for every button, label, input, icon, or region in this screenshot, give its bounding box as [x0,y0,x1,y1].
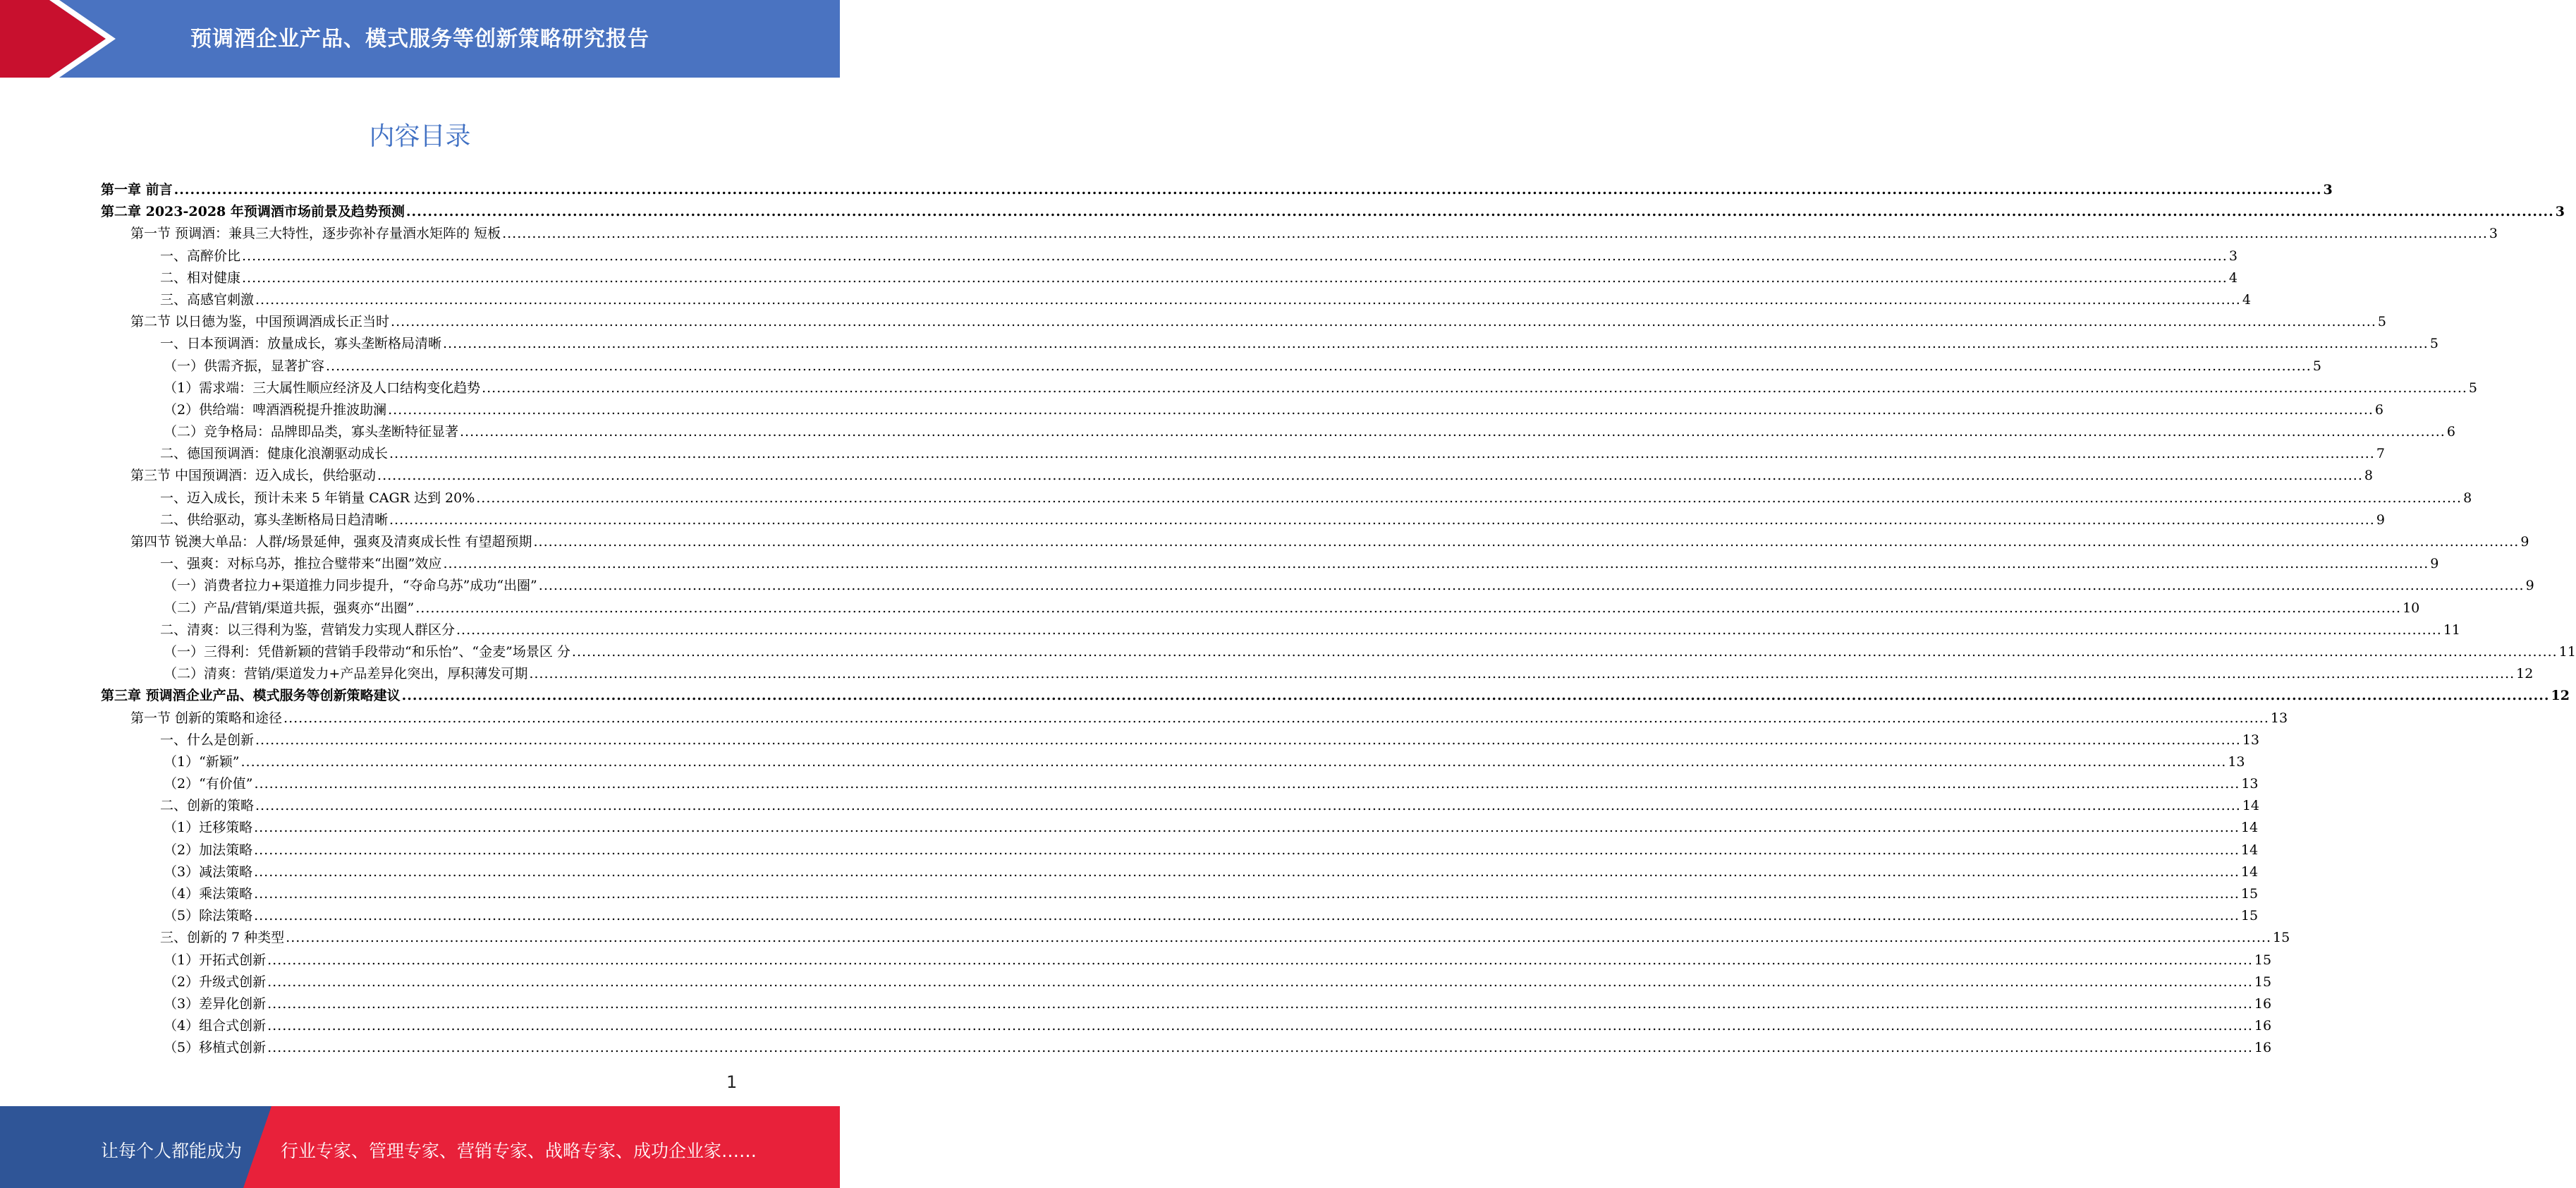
toc-entry[interactable] [101,950,2272,971]
toc-entry-title: 第三节 中国预调酒：迈入成长，供给驱动 [130,468,377,484]
toc-entry-page: 8 [2463,490,2472,506]
toc-leader-dots: ................................................................................................................................................................................................................................................................................................................................................................................................................ [254,908,2240,924]
toc-heading: 内容目录 [369,122,471,151]
toc-leader-dots: ................................................................................................................................................................................................................................................................................................................................................................................................................ [377,468,2363,484]
toc-leader-dots: ................................................................................................................................................................................................................................................................................................................................................................................................................ [389,511,2375,528]
toc-entry-title: （2）升级式创新 [164,974,267,990]
toc-entry[interactable] [101,685,2570,707]
toc-leader-dots: ................................................................................................................................................................................................................................................................................................................................................................................................................ [405,204,2554,220]
toc-entry-page: 12 [2516,666,2534,682]
toc-leader-dots: ................................................................................................................................................................................................................................................................................................................................................................................................................ [286,930,2271,946]
toc-entry-title: 二、创新的策略 [160,798,255,814]
toc-leader-dots: ................................................................................................................................................................................................................................................................................................................................................................................................................ [415,600,2402,616]
toc-entry[interactable] [101,487,2472,509]
toc-entry-page: 9 [2520,534,2529,550]
toc-entry[interactable] [101,751,2245,773]
toc-entry-title: 第二节 以日德为鉴，中国预调酒成长正当时 [130,314,390,330]
toc-entry[interactable] [101,993,2272,1015]
table-of-contents [101,179,2576,1060]
toc-entry-page: 15 [2240,886,2259,902]
toc-entry-title: （二）竞争格局：品牌即品类，寡头垄断特征显著 [164,424,459,440]
toc-leader-dots: ................................................................................................................................................................................................................................................................................................................................................................................................................ [529,666,2515,682]
toc-entry[interactable] [101,663,2534,685]
toc-entry-page: 15 [2273,930,2290,946]
toc-leader-dots: ................................................................................................................................................................................................................................................................................................................................................................................................................ [255,732,2241,748]
toc-leader-dots: ................................................................................................................................................................................................................................................................................................................................................................................................................ [254,886,2240,902]
toc-entry-page: 11 [2443,622,2461,638]
toc-leader-dots: ................................................................................................................................................................................................................................................................................................................................................................................................................ [460,424,2446,440]
toc-entry-title: 一、强爽：对标乌苏，推拉合璧带来“出圈”效应 [160,556,442,572]
toc-leader-dots: ................................................................................................................................................................................................................................................................................................................................................................................................................ [443,336,2429,352]
toc-entry-title: 第一章 前言 [101,182,173,198]
header-banner [0,0,840,78]
toc-leader-dots: ................................................................................................................................................................................................................................................................................................................................................................................................................ [443,556,2429,572]
toc-entry-page: 14 [2242,798,2260,814]
toc-entry-title: （5）除法策略 [164,908,253,924]
toc-entry-page: 9 [2376,511,2385,528]
toc-leader-dots: ................................................................................................................................................................................................................................................................................................................................................................................................................ [476,490,2462,506]
toc-entry[interactable] [101,356,2321,377]
toc-entry-page: 16 [2254,1018,2272,1034]
toc-entry-page: 8 [2364,468,2373,484]
toc-entry-page: 7 [2376,446,2385,462]
toc-leader-dots: ................................................................................................................................................................................................................................................................................................................................................................................................................ [267,952,2253,968]
toc-entry-page: 13 [2228,753,2245,770]
toc-entry-page: 5 [2429,336,2438,352]
toc-entry-title: （1）“新颖” [164,753,240,770]
toc-entry[interactable] [101,289,2251,311]
toc-leader-dots: ................................................................................................................................................................................................................................................................................................................................................................................................................ [401,688,2550,704]
toc-entry[interactable] [101,1037,2272,1059]
toc-entry-title: （2）供给端：啤酒酒税提升推波助澜 [164,401,387,418]
toc-entry-page: 5 [2377,314,2386,330]
toc-entry-title: （一）消费者拉力+渠道推力同步提升，“夺命乌苏”成功“出圈” [164,578,537,594]
toc-entry-page: 14 [2240,820,2259,836]
toc-entry-page: 9 [2525,578,2534,594]
footer-banner [0,1106,840,1188]
toc-entry[interactable] [101,575,2534,597]
toc-entry[interactable] [101,421,2455,443]
toc-entry-title: （2）“有价值” [164,776,253,792]
toc-entry-page: 13 [2242,732,2260,748]
toc-entry-title: 二、德国预调酒：健康化浪潮驱动成长 [160,446,389,462]
toc-leader-dots: ................................................................................................................................................................................................................................................................................................................................................................................................................ [255,798,2241,814]
toc-entry[interactable] [101,333,2438,355]
toc-leader-dots: ................................................................................................................................................................................................................................................................................................................................................................................................................ [456,622,2442,638]
toc-entry-page: 10 [2403,600,2420,616]
toc-entry-page: 3 [2323,182,2333,198]
toc-entry[interactable] [101,729,2260,751]
toc-entry-page: 14 [2240,842,2259,858]
toc-entry-title: （二）产品/营销/渠道共振，强爽亦“出圈” [164,600,415,616]
toc-entry[interactable] [101,883,2259,905]
toc-leader-dots: ................................................................................................................................................................................................................................................................................................................................................................................................................ [482,380,2467,396]
toc-entry-title: 第一节 预调酒：兼具三大特性，逐步弥补存量酒水矩阵的 短板 [130,226,501,242]
toc-entry-title: 一、高醉价比 [160,248,241,264]
toc-entry-page: 9 [2430,556,2439,572]
toc-entry[interactable] [101,267,2238,289]
toc-entry-title: 第四节 锐澳大单品：人群/场景延伸，强爽及清爽成长性 有望超预期 [130,534,532,550]
toc-entry-title: 二、供给驱动，寡头垄断格局日趋清晰 [160,511,389,528]
toc-leader-dots: ................................................................................................................................................................................................................................................................................................................................................................................................................ [242,248,2228,264]
toc-entry[interactable] [101,223,2498,245]
toc-entry-page: 5 [2312,358,2321,374]
toc-leader-dots: ................................................................................................................................................................................................................................................................................................................................................................................................................ [240,753,2227,770]
toc-entry-page: 6 [2374,401,2384,418]
toc-entry-title: （一）供需齐振，显著扩容 [164,358,325,374]
toc-leader-dots: ................................................................................................................................................................................................................................................................................................................................................................................................................ [254,842,2240,858]
toc-entry[interactable] [101,971,2272,993]
toc-leader-dots: ................................................................................................................................................................................................................................................................................................................................................................................................................ [267,1018,2253,1034]
toc-leader-dots: ................................................................................................................................................................................................................................................................................................................................................................................................................ [326,358,2312,374]
toc-entry-title: 一、日本预调酒：放量成长，寡头垄断格局清晰 [160,336,442,352]
toc-entry-page: 3 [2489,226,2498,242]
toc-entry[interactable] [101,817,2259,839]
toc-entry-title: （1）开拓式创新 [164,952,267,968]
toc-entry[interactable] [101,553,2439,575]
toc-entry-title: 三、创新的 7 种类型 [160,930,285,946]
toc-entry[interactable] [101,179,2333,201]
toc-leader-dots: ................................................................................................................................................................................................................................................................................................................................................................................................................ [388,401,2374,418]
toc-leader-dots: ................................................................................................................................................................................................................................................................................................................................................................................................................ [267,995,2253,1012]
toc-entry[interactable] [101,509,2385,531]
footer-slogan-right: 行业专家、管理专家、营销专家、战略专家、成功企业家…… [281,1141,757,1161]
toc-leader-dots: ................................................................................................................................................................................................................................................................................................................................................................................................................ [254,820,2240,836]
toc-entry-page: 14 [2240,863,2259,880]
toc-entry-page: 15 [2254,952,2272,968]
toc-leader-dots: ................................................................................................................................................................................................................................................................................................................................................................................................................ [242,269,2228,286]
toc-entry-title: 二、相对健康 [160,269,241,286]
toc-entry[interactable] [101,465,2373,487]
toc-entry-title: （1）迁移策略 [164,820,253,836]
toc-entry[interactable] [101,399,2384,421]
toc-entry-title: （1）需求端：三大属性顺应经济及人口结构变化趋势 [164,380,481,396]
toc-leader-dots: ................................................................................................................................................................................................................................................................................................................................................................................................................ [571,643,2558,660]
toc-entry[interactable] [101,598,2420,619]
toc-entry-page: 13 [2270,710,2288,726]
page-number: 1 [726,1072,738,1092]
toc-leader-dots: ................................................................................................................................................................................................................................................................................................................................................................................................................ [538,578,2525,594]
toc-entry[interactable] [101,201,2565,223]
toc-leader-dots: ................................................................................................................................................................................................................................................................................................................................................................................................................ [254,776,2240,792]
toc-entry[interactable] [101,377,2478,399]
toc-entry[interactable] [101,861,2259,883]
toc-entry-page: 11 [2558,643,2576,660]
toc-entry-page: 13 [2241,776,2259,792]
toc-leader-dots: ................................................................................................................................................................................................................................................................................................................................................................................................................ [267,1040,2253,1056]
toc-entry-title: 第三章 预调酒企业产品、模式服务等创新策略建议 [101,688,401,704]
report-title: 预调酒企业产品、模式服务等创新策略研究报告 [190,27,649,51]
toc-leader-dots: ................................................................................................................................................................................................................................................................................................................................................................................................................ [391,314,2376,330]
toc-leader-dots: ................................................................................................................................................................................................................................................................................................................................................................................................................ [283,710,2269,726]
chevron-decoration [0,0,113,78]
toc-entry-page: 12 [2551,688,2570,704]
toc-entry[interactable] [101,795,2260,817]
toc-entry-title: （2）加法策略 [164,842,253,858]
toc-entry-title: （3）减法策略 [164,863,253,880]
toc-entry-page: 15 [2254,974,2272,990]
toc-entry-title: （一）三得利：凭借新颖的营销手段带动“和乐怡”、“金麦”场景区 分 [164,643,570,660]
toc-entry-page: 3 [2228,248,2238,264]
toc-entry[interactable] [101,1015,2272,1037]
toc-entry[interactable] [101,531,2529,553]
toc-entry-title: （4）组合式创新 [164,1018,267,1034]
toc-entry[interactable] [101,773,2259,795]
toc-leader-dots: ................................................................................................................................................................................................................................................................................................................................................................................................................ [255,291,2241,308]
toc-entry-title: 第一节 创新的策略和途径 [130,710,283,726]
toc-entry-title: （5）移植式创新 [164,1040,267,1056]
toc-entry-title: 一、什么是创新 [160,732,255,748]
toc-entry-page: 6 [2446,424,2455,440]
toc-entry-page: 5 [2468,380,2478,396]
toc-leader-dots: ................................................................................................................................................................................................................................................................................................................................................................................................................ [502,226,2488,242]
toc-entry[interactable] [101,246,2238,267]
toc-entry[interactable] [101,311,2386,333]
toc-leader-dots: ................................................................................................................................................................................................................................................................................................................................................................................................................ [267,974,2253,990]
toc-entry[interactable] [101,443,2385,465]
toc-entry-title: 第二章 2023-2028 年预调酒市场前景及趋势预测 [101,204,405,220]
toc-entry-title: （4）乘法策略 [164,886,253,902]
toc-leader-dots: ................................................................................................................................................................................................................................................................................................................................................................................................................ [254,863,2240,880]
toc-entry-page: 3 [2555,204,2565,220]
toc-entry-page: 16 [2254,1040,2272,1056]
toc-entry[interactable] [101,641,2576,663]
toc-entry-title: 三、高感官刺激 [160,291,255,308]
toc-leader-dots: ................................................................................................................................................................................................................................................................................................................................................................................................................ [389,446,2375,462]
toc-entry[interactable] [101,840,2259,861]
toc-entry-title: （3）差异化创新 [164,995,267,1012]
toc-leader-dots: ................................................................................................................................................................................................................................................................................................................................................................................................................ [533,534,2520,550]
toc-entry[interactable] [101,708,2288,729]
toc-entry[interactable] [101,619,2461,641]
toc-entry-page: 16 [2254,995,2272,1012]
toc-entry[interactable] [101,905,2259,927]
toc-entry-title: 一、迈入成长，预计未来 5 年销量 CAGR 达到 20% [160,490,475,506]
toc-entry[interactable] [101,927,2290,949]
toc-leader-dots: ................................................................................................................................................................................................................................................................................................................................................................................................................ [173,182,2322,198]
toc-entry-title: 二、清爽：以三得利为鉴，营销发力实现人群区分 [160,622,456,638]
toc-entry-page: 4 [2242,291,2251,308]
toc-entry-title: （二）清爽：营销/渠道发力+产品差异化突出，厚积薄发可期 [164,666,528,682]
footer-slogan-left: 让每个人都能成为 [101,1141,243,1161]
toc-entry-page: 15 [2240,908,2259,924]
toc-entry-page: 4 [2228,269,2238,286]
